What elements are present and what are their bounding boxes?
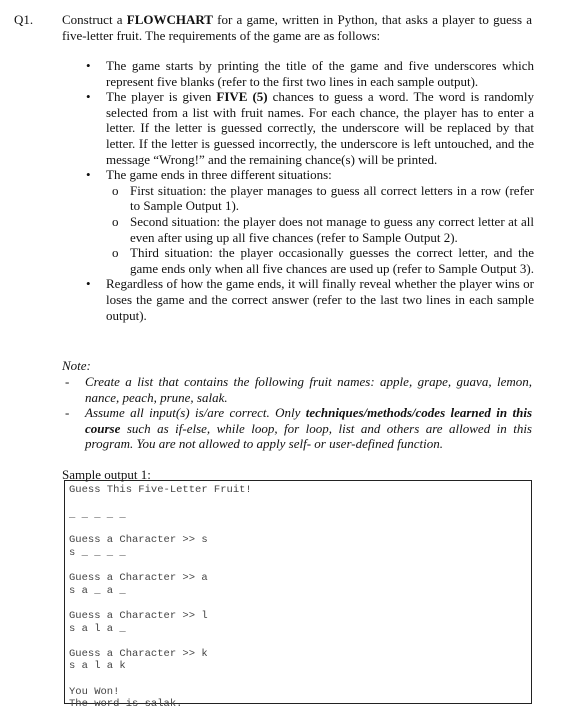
situations-list [106, 183, 534, 277]
sample-line [69, 522, 531, 535]
sample-line: You Won! [69, 685, 120, 698]
sample-line [69, 597, 531, 610]
sample-line: Guess This Five-Letter Fruit! [69, 484, 252, 496]
sample-line: Guess a Character >> l [69, 609, 208, 622]
question-intro: Construct a FLOWCHART for a game, written in Python, that asks a player to guess a five-letter fruit. The requirements of the game are as follows: [62, 12, 532, 43]
situation-item: o First situation: the player manages to guess all correct letters in a row (refer to Sample Output 1). [112, 182, 534, 214]
sample-line: _ _ _ _ _ [69, 509, 126, 522]
bullet-icon: • [86, 89, 91, 105]
requirements-list [84, 58, 534, 323]
dash-bullet-icon: - [65, 374, 70, 389]
requirement-item: • The player is given FIVE (5) chances to guess a word. The word is randomly selected from a list with fruit names. For each chance, the player has to enter a letter. If the letter is guessed correctly, the underscore will be replaced by that letter. If the letter is guessed incorrectly, the underscore is left untouched, and the message “Wrong!” and the remaining chance(s) will be printed. [86, 89, 534, 167]
question-number: Q1. [14, 12, 34, 27]
sample-line: s _ _ _ _ [69, 546, 126, 559]
sample-line: s a _ a _ [69, 584, 126, 597]
sample-line [69, 497, 531, 510]
circle-bullet-icon: o [112, 245, 119, 261]
sample-line: Guess a Character >> a [69, 572, 208, 585]
circle-bullet-icon: o [112, 213, 119, 229]
requirement-item: • The game ends in three different situations: o First situation: the player manages to guess all correct letters in a row (refer to Sample Output 1). o Second situation: the player does not manage to guess any correct letter at all even after using up all five chances (refer to Sample Output 2). o Third situation: the player occasionally guesses the correct letter, and the game ends only when all five chances are used up (refer to Sample Output 3). [86, 167, 534, 276]
note-item: - Create a list that contains the following fruit names: apple, grape, guava, lemon, nance, peach, prune, salak. [65, 374, 532, 405]
note-heading: Note: [62, 358, 91, 373]
requirement-item: • Regardless of how the game ends, it will finally reveal whether the player wins or loses the game and the correct answer (refer to the last two lines in each sample output). [86, 276, 534, 323]
sample-line [69, 635, 531, 648]
bullet-icon: • [86, 58, 91, 73]
sample-line: Guess a Character >> s [69, 534, 208, 547]
sample-line [69, 560, 531, 573]
bullet-icon: • [86, 276, 91, 292]
sample-output-box [64, 480, 532, 711]
sample-line: Guess a Character >> k [69, 647, 208, 660]
requirement-item: • The game starts by printing the title of the game and five underscores which represent five blanks (refer to the first two lines in each sample output). [86, 58, 534, 89]
flowchart-keyword: FLOWCHART [126, 12, 213, 27]
sample-line: s a l a _ [69, 622, 126, 635]
sample-line: The word is salak. [69, 698, 183, 711]
situation-item: o Third situation: the player occasionally guesses the correct letter, and the game ends only when all five chances are used up (refer to Sample Output 3). [112, 245, 534, 276]
note-list [62, 374, 532, 452]
sample-line: s a l a k [69, 660, 126, 673]
sample-output-label: Sample output 1: [62, 467, 151, 482]
note-item: - Assume all input(s) is/are correct. Only techniques/methods/codes learned in this course such as if-else, while loop, for loop, list and others are allowed in this program. You are not allowed to apply self- or user-defined function. [65, 405, 533, 452]
circle-bullet-icon: o [112, 182, 119, 198]
dash-bullet-icon: - [65, 405, 70, 421]
situation-item: o Second situation: the player does not manage to guess any correct letter at all even after using up all five chances (refer to Sample Output 2). [112, 213, 534, 245]
sample-line [69, 673, 531, 686]
bullet-icon: • [86, 167, 91, 183]
